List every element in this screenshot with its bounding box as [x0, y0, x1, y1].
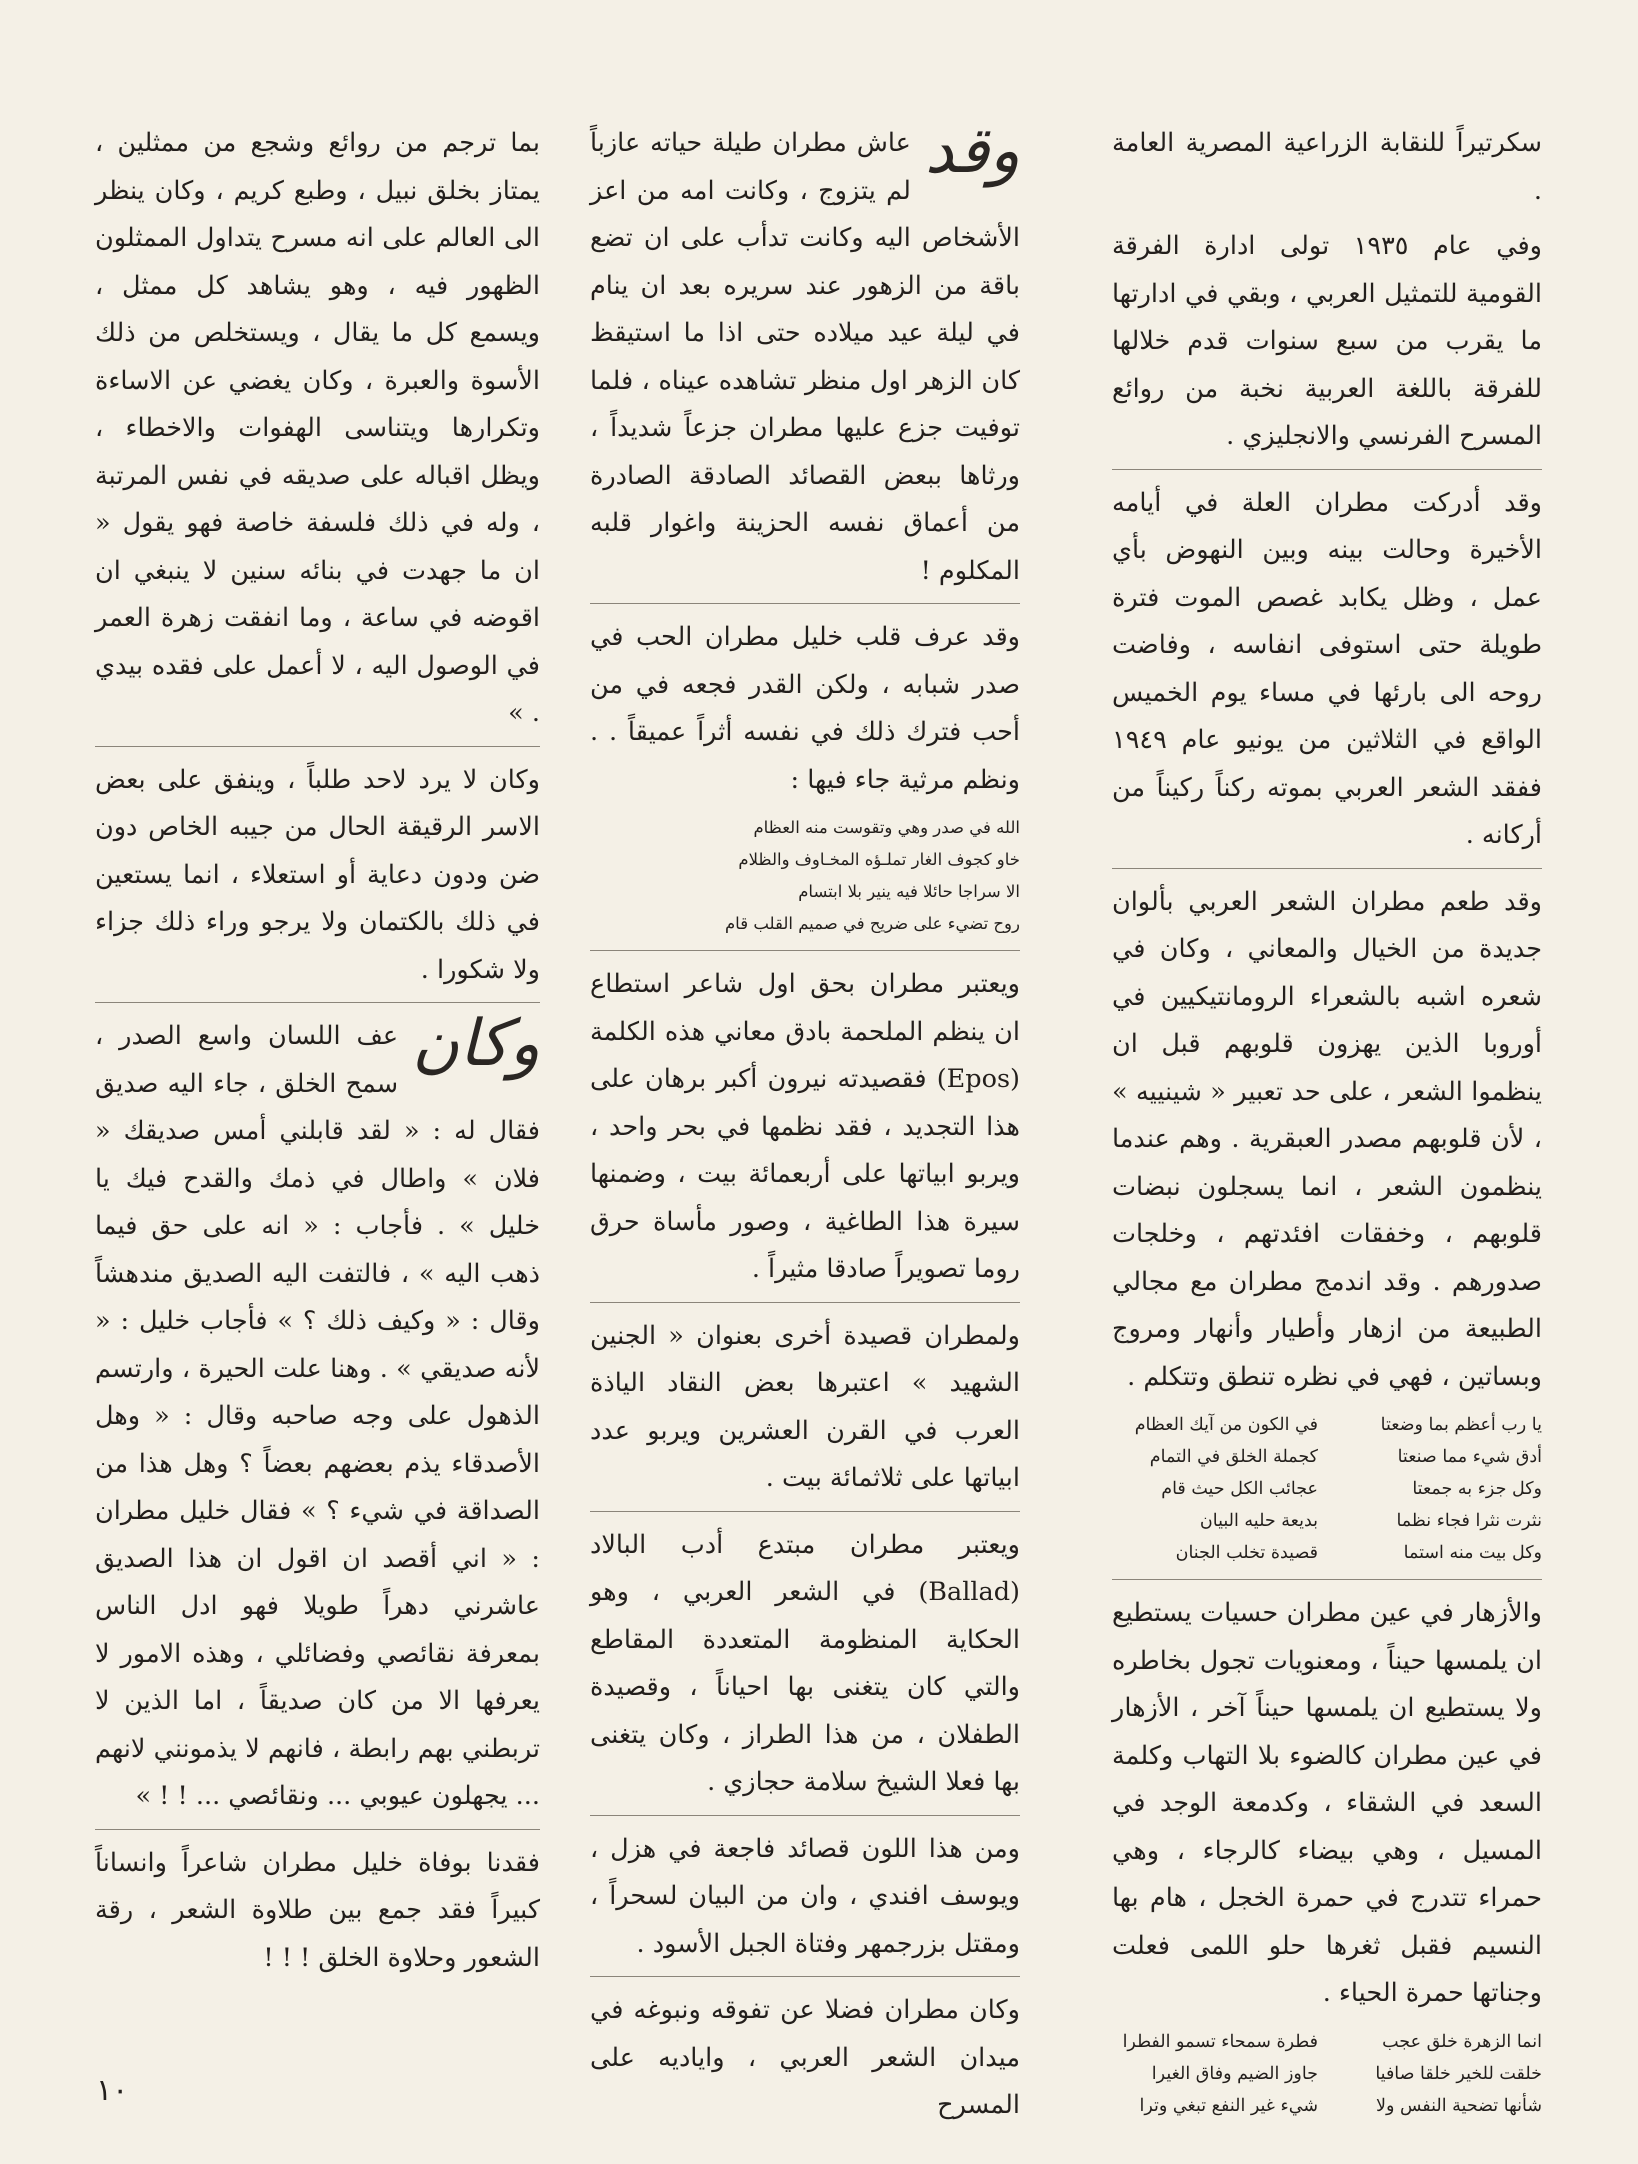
verse-hemistich: قصيدة تخلب الجنان: [1175, 1543, 1318, 1563]
verse-line: الله في صدر وهي وتقوست منه العظام: [753, 818, 1020, 837]
verse-hemistich: وكل بيت منه استما: [1403, 1543, 1542, 1563]
elegy-verses: [590, 812, 1020, 940]
divider: [590, 1815, 1020, 1816]
paragraph: ويعتبر مطران مبتدع أدب البالاد (Ballad) في الشعر العربي ، وهو الحكاية المنظومة المتعددة المقاطع والتي كان يتغنى بها احياناً ، وقصيدة الطفلان ، من هذا الطراز ، وكان يتغنى بها فعلا الشيخ سلامة حجازي .: [590, 1529, 1020, 1797]
divider: [590, 1976, 1020, 1977]
verse-hemistich: شيء غير النفع تبغي وترا: [1139, 2095, 1318, 2116]
paragraph-text: عف اللسان واسع الصدر ، سمح الخلق ، جاء اليه صديق فقال له : « لقد قابلني أمس صديقك « فلان » واطال في ذمك والقدح فيك يا خليل » . فأجاب : « انه على حق فيما ذهب اليه » ، فالتفت اليه الصديق مندهشاً وقال : « وكيف ذلك ؟ » فأجاب خليل : « لأنه صديقي » . وهنا علت الحيرة ، وارتسم الذهول على وجه صاحبه وقال : « وهل الأصدقاء يذم بعضهم بعضاً ؟ وهل هذا من الصداقة في شيء ؟ » فقال خليل مطران : « اني أقصد ان اقول ان هذا الصديق عاشرني دهراً طويلا فهو ادل الناس بمعرفة نقائصي وفضائلي ، وهذه الامور لا يعرفها الا من كان صديقاً ، اما الذين لا تربطني بهم رابطة ، فانهم لا يذمونني لانهم ... يجهلون عيوبي ... ونقائصي ... ! ! »: [95, 1021, 540, 1811]
divider: [1112, 868, 1542, 869]
paragraph: وقد طعم مطران الشعر العربي بألوان جديدة من الخيال والمعاني ، وكان في شعره اشبه بالشعراء الرومانتيكيين في أوروبا الذين يهزون قلوبهم قبل ان ينظموا الشعر ، على حد تعبير « شينييه » ، لأن قلوبهم مصدر العبقرية . وهم عندما ينظمون الشعر ، انما يسجلون نبضات قلوبهم ، وخفقات افئدتهم ، وخلجات صدورهم . وقد اندمج مطران مع مجالي الطبيعة من ازهار وأطيار وأنهار ومروج وبساتين ، فهي في نظره تنطق وتتكلم .: [1112, 886, 1542, 1392]
paragraph: [95, 1007, 540, 1821]
paragraph: وفي عام ١٩٣٥ تولى ادارة الفرقة القومية للتمثيل العربي ، وبقي في ادارتها ما يقرب من سبع سنوات قدم خلالها للفرقة باللغة العربية نخبة من روائع المسرح الفرنسي والانجليزي .: [1112, 231, 1542, 451]
verse-line: روح تضيء على ضريح في صميم القلب قام: [724, 914, 1020, 933]
middle-column: [590, 114, 1020, 2138]
verse-hemistich: عجائب الكل حيث قام: [1161, 1479, 1318, 1499]
verse-hemistich: في الكون من آيك العظام: [1134, 1415, 1318, 1435]
drop-cap-word: وكان: [412, 1007, 540, 1081]
paragraph: وكان لا يرد لاحد طلباً ، وينفق على بعض الاسر الرقيقة الحال من جيبه الخاص دون ضن ودون دعاية أو استعلاء ، انما يستعين في ذلك بالكتمان ولا يرجو وراء ذلك جزاء ولا شكورا .: [95, 764, 540, 985]
verse-hemistich: شأنها تضحية النفس ولا: [1375, 2095, 1542, 2116]
paragraph-text: عاش مطران طيلة حياته عازباً لم يتزوج ، وكانت امه من اعز الأشخاص اليه وكانت تدأب على ان تضع باقة من الزهور عند سريره بعد ان ينام في ليلة عيد ميلاده حتى اذا ما استيقظ كان الزهر اول منظر تشاهده عيناه ، فلما توفيت جزع عليها مطران جزعاً شديداً ، ورثاها ببعض القصائد الصادقة الصادرة من أعماق نفسه الحزينة واغوار قلبه المكلوم !: [590, 128, 1020, 586]
divider: [1112, 1579, 1542, 1580]
right-column: [1112, 120, 1542, 2132]
verse-hemistich: نثرت نثرا فجاء نظما: [1396, 1511, 1542, 1531]
paragraph: والأزهار في عين مطران حسيات يستطيع ان يلمسها حيناً ، ومعنويات تجول بخاطره ولا يستطيع ان يلمسها حيناً آخر ، الأزهار في عين مطران كالضوء بلا التهاب وكلمة السعد في الشقاء ، وكدمعة الوجد في المسيل ، وهي بيضاء كالرجاء ، وهي حمراء تتدرج في حمرة الخجل ، هام بها النسيم فقبل ثغرها حلو اللمى فعلت وجناتها حمرة الحياء .: [1112, 1598, 1542, 2008]
divider: [590, 950, 1020, 951]
paragraph: بما ترجم من روائع وشجع من ممثلين ، يمتاز بخلق نبيل ، وطبع كريم ، وكان ينظر الى العالم على انه مسرح يتداول الممثلون الظهور فيه ، وهو يشاهد كل ممثل ، ويسمع كل ما يقال ، ويستخلص من ذلك الأسوة والعبرة ، وكان يغضي عن الاساءة وتكرارها ويتناسى الهفوات والاخطاء ، ويظل اقباله على صديقه في نفس المرتبة ، وله في ذلك فلسفة خاصة فهو يقول « ان ما جهدت في بنائه سنين لا ينبغي ان اقوضه في ساعة ، وما انفقت زهرة العمر في الوصول اليه ، لا أعمل على فقده بيدي . »: [95, 128, 540, 728]
divider: [95, 746, 540, 747]
paragraph: وقد عرف قلب خليل مطران الحب في صدر شبابه ، ولكن القدر فجعه في من أحب فترك ذلك في نفسه أثراً عميقاً . . ونظم مرثية جاء فيها :: [590, 622, 1020, 795]
paragraph: ولمطران قصيدة أخرى بعنوان « الجنين الشهيد » اعتبرها بعض النقاد الياذة العرب في القرن العشرين ويربو عدد ابياتها على ثلاثمائة بيت .: [590, 1320, 1020, 1493]
poem-verses: [1112, 2026, 1542, 2122]
verse-line: خاو كجوف الغار تملـؤه المخـاوف والظلام: [738, 850, 1020, 869]
page-number: ١٠: [96, 2073, 129, 2108]
verse-hemistich: يا رب أعظم بما وضعتا: [1380, 1415, 1542, 1435]
paragraph: [590, 114, 1020, 595]
poem-verses: [1112, 1409, 1542, 1569]
verse-hemistich: بديعة حليه البيان: [1199, 1511, 1318, 1531]
verse-line: الا سراجا حائلا فيه ينير بلا ابتسام: [798, 882, 1020, 901]
divider: [590, 1511, 1020, 1512]
drop-cap-word: وقد: [924, 114, 1020, 188]
paragraph: سكرتيراً للنقابة الزراعية المصرية العامة .: [1112, 128, 1542, 206]
verse-hemistich: أدق شيء مما صنعتا: [1397, 1447, 1542, 1467]
divider: [95, 1829, 540, 1830]
paragraph: ومن هذا اللون قصائد فاجعة في هزل ، ويوسف افندي ، وان من البيان لسحراً ، ومقتل بزرجمهر وفتاة الجبل الأسود .: [590, 1833, 1020, 1959]
verse-hemistich: انما الزهرة خلق عجب: [1382, 2031, 1542, 2052]
divider: [590, 1302, 1020, 1303]
left-column: [95, 120, 540, 1990]
paragraph: فقدنا بوفاة خليل مطران شاعراً وانساناً كبيراً فقد جمع بين طلاوة الشعر ، رقة الشعور وحلاوة الخلق ! ! !: [95, 1847, 540, 1973]
divider: [95, 1002, 540, 1003]
verse-hemistich: وكل جزء به جمعتا: [1412, 1479, 1542, 1499]
divider: [1112, 469, 1542, 470]
paragraph: وكان مطران فضلا عن تفوقه ونبوغه في ميدان الشعر العربي ، واياديه على المسرح: [590, 1995, 1020, 2120]
verse-hemistich: فطرة سمحاء تسمو الفطرا: [1122, 2031, 1318, 2052]
paragraph: ويعتبر مطران بحق اول شاعر استطاع ان ينظم الملحمة بادق معاني هذه الكلمة (Epos) فقصيدته نيرون أكبر برهان على هذا التجديد ، فقد نظمها في بحر واحد ، ويربو ابياتها على أربعمائة بيت ، وضمنها سيرة هذا الطاغية ، وصور مأساة حرق روما تصويراً صادقا مثيراً .: [590, 969, 1020, 1284]
divider: [590, 603, 1020, 604]
paragraph: وقد أدركت مطران العلة في أيامه الأخيرة وحالت بينه وبين النهوض بأي عمل ، وظل يكابد غصص الموت فترة طويلة حتى استوفى انفاسه ، وفاضت روحه الى بارئها في مساء يوم الخميس الواقع في الثلاثين من يونيو عام ١٩٤٩ ففقد الشعر العربي بموته ركناً ركيناً من أركانه .: [1112, 487, 1542, 850]
verse-hemistich: كجملة الخلق في التمام: [1149, 1447, 1318, 1467]
verse-hemistich: جاوز الضيم وفاق الغيرا: [1151, 2063, 1318, 2084]
verse-hemistich: خلقت للخير خلقا صافيا: [1375, 2063, 1542, 2084]
